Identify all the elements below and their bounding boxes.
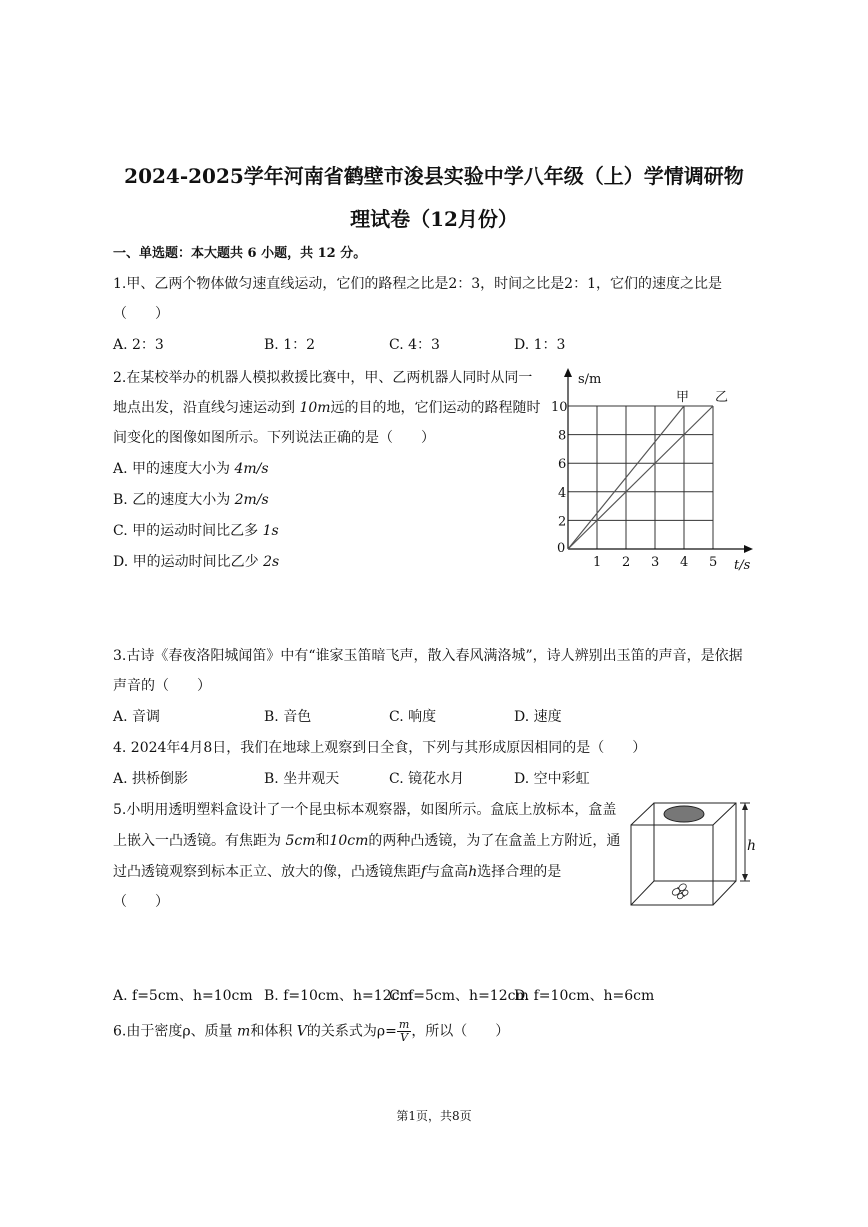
- q5-line2-text-a: 上嵌入一凸透镜。有焦距为: [113, 833, 286, 849]
- y-axis-arrow: [564, 368, 572, 377]
- q5-stem-line3: [113, 861, 561, 881]
- q6-var-m: m: [237, 1023, 251, 1040]
- y-tick-label: 4: [558, 485, 567, 501]
- y-tick-label: 6: [558, 457, 567, 473]
- q5-line2-text-c: 的两种凸透镜，为了在盒盖上方附近，通: [368, 833, 621, 849]
- q5-var-h: h: [468, 864, 478, 880]
- q4-option-b: B. 坐井观天: [264, 771, 340, 787]
- q2-option-d: [113, 551, 279, 571]
- q1-option-a: A. 2：3: [113, 337, 164, 353]
- q3-option-c: C. 响度: [389, 709, 437, 725]
- q5-line2-text-b: 和: [315, 833, 330, 849]
- q2-option-b: [113, 489, 269, 509]
- q1-stem-line1: 1.甲、乙两个物体做匀速直线运动，它们的路程之比是2：3，时间之比是2：1，它们的速度之比是: [113, 276, 722, 292]
- q3-option-b: B. 音色: [264, 709, 312, 725]
- q2-distance: 10m: [299, 400, 331, 416]
- q5-var-f: f: [421, 864, 427, 880]
- q2-line2-text-a: 地点出发，沿直线匀速运动到: [113, 400, 300, 416]
- q6-stem-line1: [113, 1019, 509, 1044]
- doc-title-line1: 2024-2025学年河南省鹤壁市浚县实验中学八年级（上）学情调研物: [124, 164, 744, 188]
- q2-option-b-text: B. 乙的速度大小为: [113, 492, 235, 508]
- q5-option-c: C. f=5cm、h=12cm: [389, 988, 529, 1004]
- doc-title-line2: 理试卷（12月份）: [350, 207, 518, 231]
- section-heading: 一、单选题：本大题共 6 小题，共 12 分。: [113, 246, 367, 261]
- q5-box-figure: [626, 795, 761, 913]
- fraction-denominator: V: [400, 1031, 409, 1044]
- q6-var-v: V: [296, 1023, 307, 1040]
- q5-stem-line1: 5.小明用透明塑料盒设计了一个昆虫标本观察器，如图所示。盒底上放标本，盒盖: [113, 802, 617, 818]
- q1-option-d: D. 1：3: [514, 337, 566, 353]
- y-tick-label: 8: [558, 428, 567, 444]
- q6-text-b: 和体积: [250, 1023, 297, 1040]
- q1-option-c: C. 4：3: [389, 337, 440, 353]
- q4-stem-line1: 4. 2024年4月8日，我们在地球上观察到日全食，下列与其形成原因相同的是（ ）: [113, 740, 647, 756]
- q3-option-d: D. 速度: [514, 709, 562, 725]
- x-tick-label: 3: [651, 555, 660, 570]
- q3-stem-line1: 3.古诗《春夜洛阳城闻笛》中有“谁家玉笛暗飞声，散入春风满洛城”，诗人辨别出玉笛的声音，是依据: [113, 648, 743, 664]
- x-tick-label: 2: [622, 555, 631, 570]
- q2-stem-line2: [113, 397, 541, 417]
- q5-option-b: B. f=10cm、h=12cm: [264, 988, 413, 1004]
- q3-option-a: A. 音调: [113, 709, 161, 725]
- q2-option-a-value: 4m/s: [234, 461, 269, 477]
- convex-lens: [664, 806, 704, 822]
- origin-label: 0: [557, 541, 566, 556]
- y-axis-label: s/m: [578, 372, 602, 387]
- q4-option-c: C. 镜花水月: [389, 771, 465, 787]
- q6-text-d: ，所以（ ）: [411, 1023, 510, 1040]
- y-tick-label: 2: [558, 514, 567, 530]
- q2-option-a-text: A. 甲的速度大小为: [113, 461, 235, 477]
- q5-line3-text-b: 与盒高: [426, 864, 469, 880]
- q5-line3-text-a: 过凸透镜观察到标本正立、放大的像，凸透镜焦距: [113, 864, 421, 880]
- q2-option-c-value: 1s: [262, 523, 279, 539]
- box-edge-top-right: [713, 803, 736, 825]
- box-edge-top-left: [631, 803, 654, 825]
- q3-stem-line2: 声音的（ ）: [113, 678, 211, 694]
- insect-specimen: [671, 882, 691, 901]
- x-tick-label: 5: [709, 555, 718, 570]
- q2-stem-line3: 间变化的图像如图所示。下列说法正确的是（ ）: [113, 430, 435, 446]
- x-tick-label: 4: [680, 555, 689, 570]
- q2-option-c: [113, 520, 279, 540]
- q5-line3-text-c: 选择合理的是: [477, 864, 562, 880]
- q2-option-d-text: D. 甲的运动时间比乙少: [113, 554, 264, 570]
- q2-line2-text-b: 远的目的地，它们运动的路程随时: [330, 400, 541, 416]
- q2-stem-line1: 2.在某校举办的机器人模拟救援比赛中，甲、乙两机器人同时从同一: [113, 370, 533, 386]
- q2-option-c-text: C. 甲的运动时间比乙多: [113, 523, 263, 539]
- height-label: h: [747, 838, 757, 854]
- series-line-1: [568, 406, 713, 549]
- x-axis-arrow: [744, 545, 753, 553]
- q1-stem-line2: （ ）: [113, 306, 169, 322]
- y-tick-label: 10: [551, 400, 568, 415]
- q5-option-d: D. f=10cm、h=6cm: [514, 988, 655, 1004]
- q5-option-a: A. f=5cm、h=10cm: [113, 988, 253, 1004]
- height-arrow-down: [742, 874, 748, 881]
- q2-option-b-value: 2m/s: [234, 492, 269, 508]
- q6-text-a: 6.由于密度ρ、质量: [113, 1023, 238, 1040]
- height-arrow-up: [742, 803, 748, 810]
- density-fraction: [397, 1019, 411, 1044]
- q4-option-a: A. 拱桥倒影: [113, 771, 189, 787]
- fraction-numerator: m: [398, 1018, 410, 1031]
- q6-text-c: 的关系式为ρ=: [306, 1023, 397, 1040]
- q5-stem-line2: [113, 830, 620, 850]
- box-edge-bottom-left: [631, 881, 654, 905]
- q5-focal-5: 5cm: [285, 833, 316, 849]
- q1-option-b: B. 1：2: [264, 337, 316, 353]
- x-tick-label: 1: [593, 555, 602, 570]
- q2-option-d-value: 2s: [263, 554, 280, 570]
- box-edge-bottom-right: [713, 881, 736, 905]
- q2-option-a: [113, 458, 269, 478]
- q4-option-d: D. 空中彩虹: [514, 771, 590, 787]
- series-label-0: 甲: [676, 390, 690, 405]
- page-footer: 第1页，共8页: [396, 1109, 472, 1123]
- series-label-1: 乙: [715, 390, 729, 405]
- q2-st-chart: [548, 365, 763, 575]
- q5-focal-10: 10cm: [329, 833, 369, 849]
- x-axis-label: t/s: [734, 558, 751, 573]
- q5-stem-line4: （ ）: [113, 894, 169, 910]
